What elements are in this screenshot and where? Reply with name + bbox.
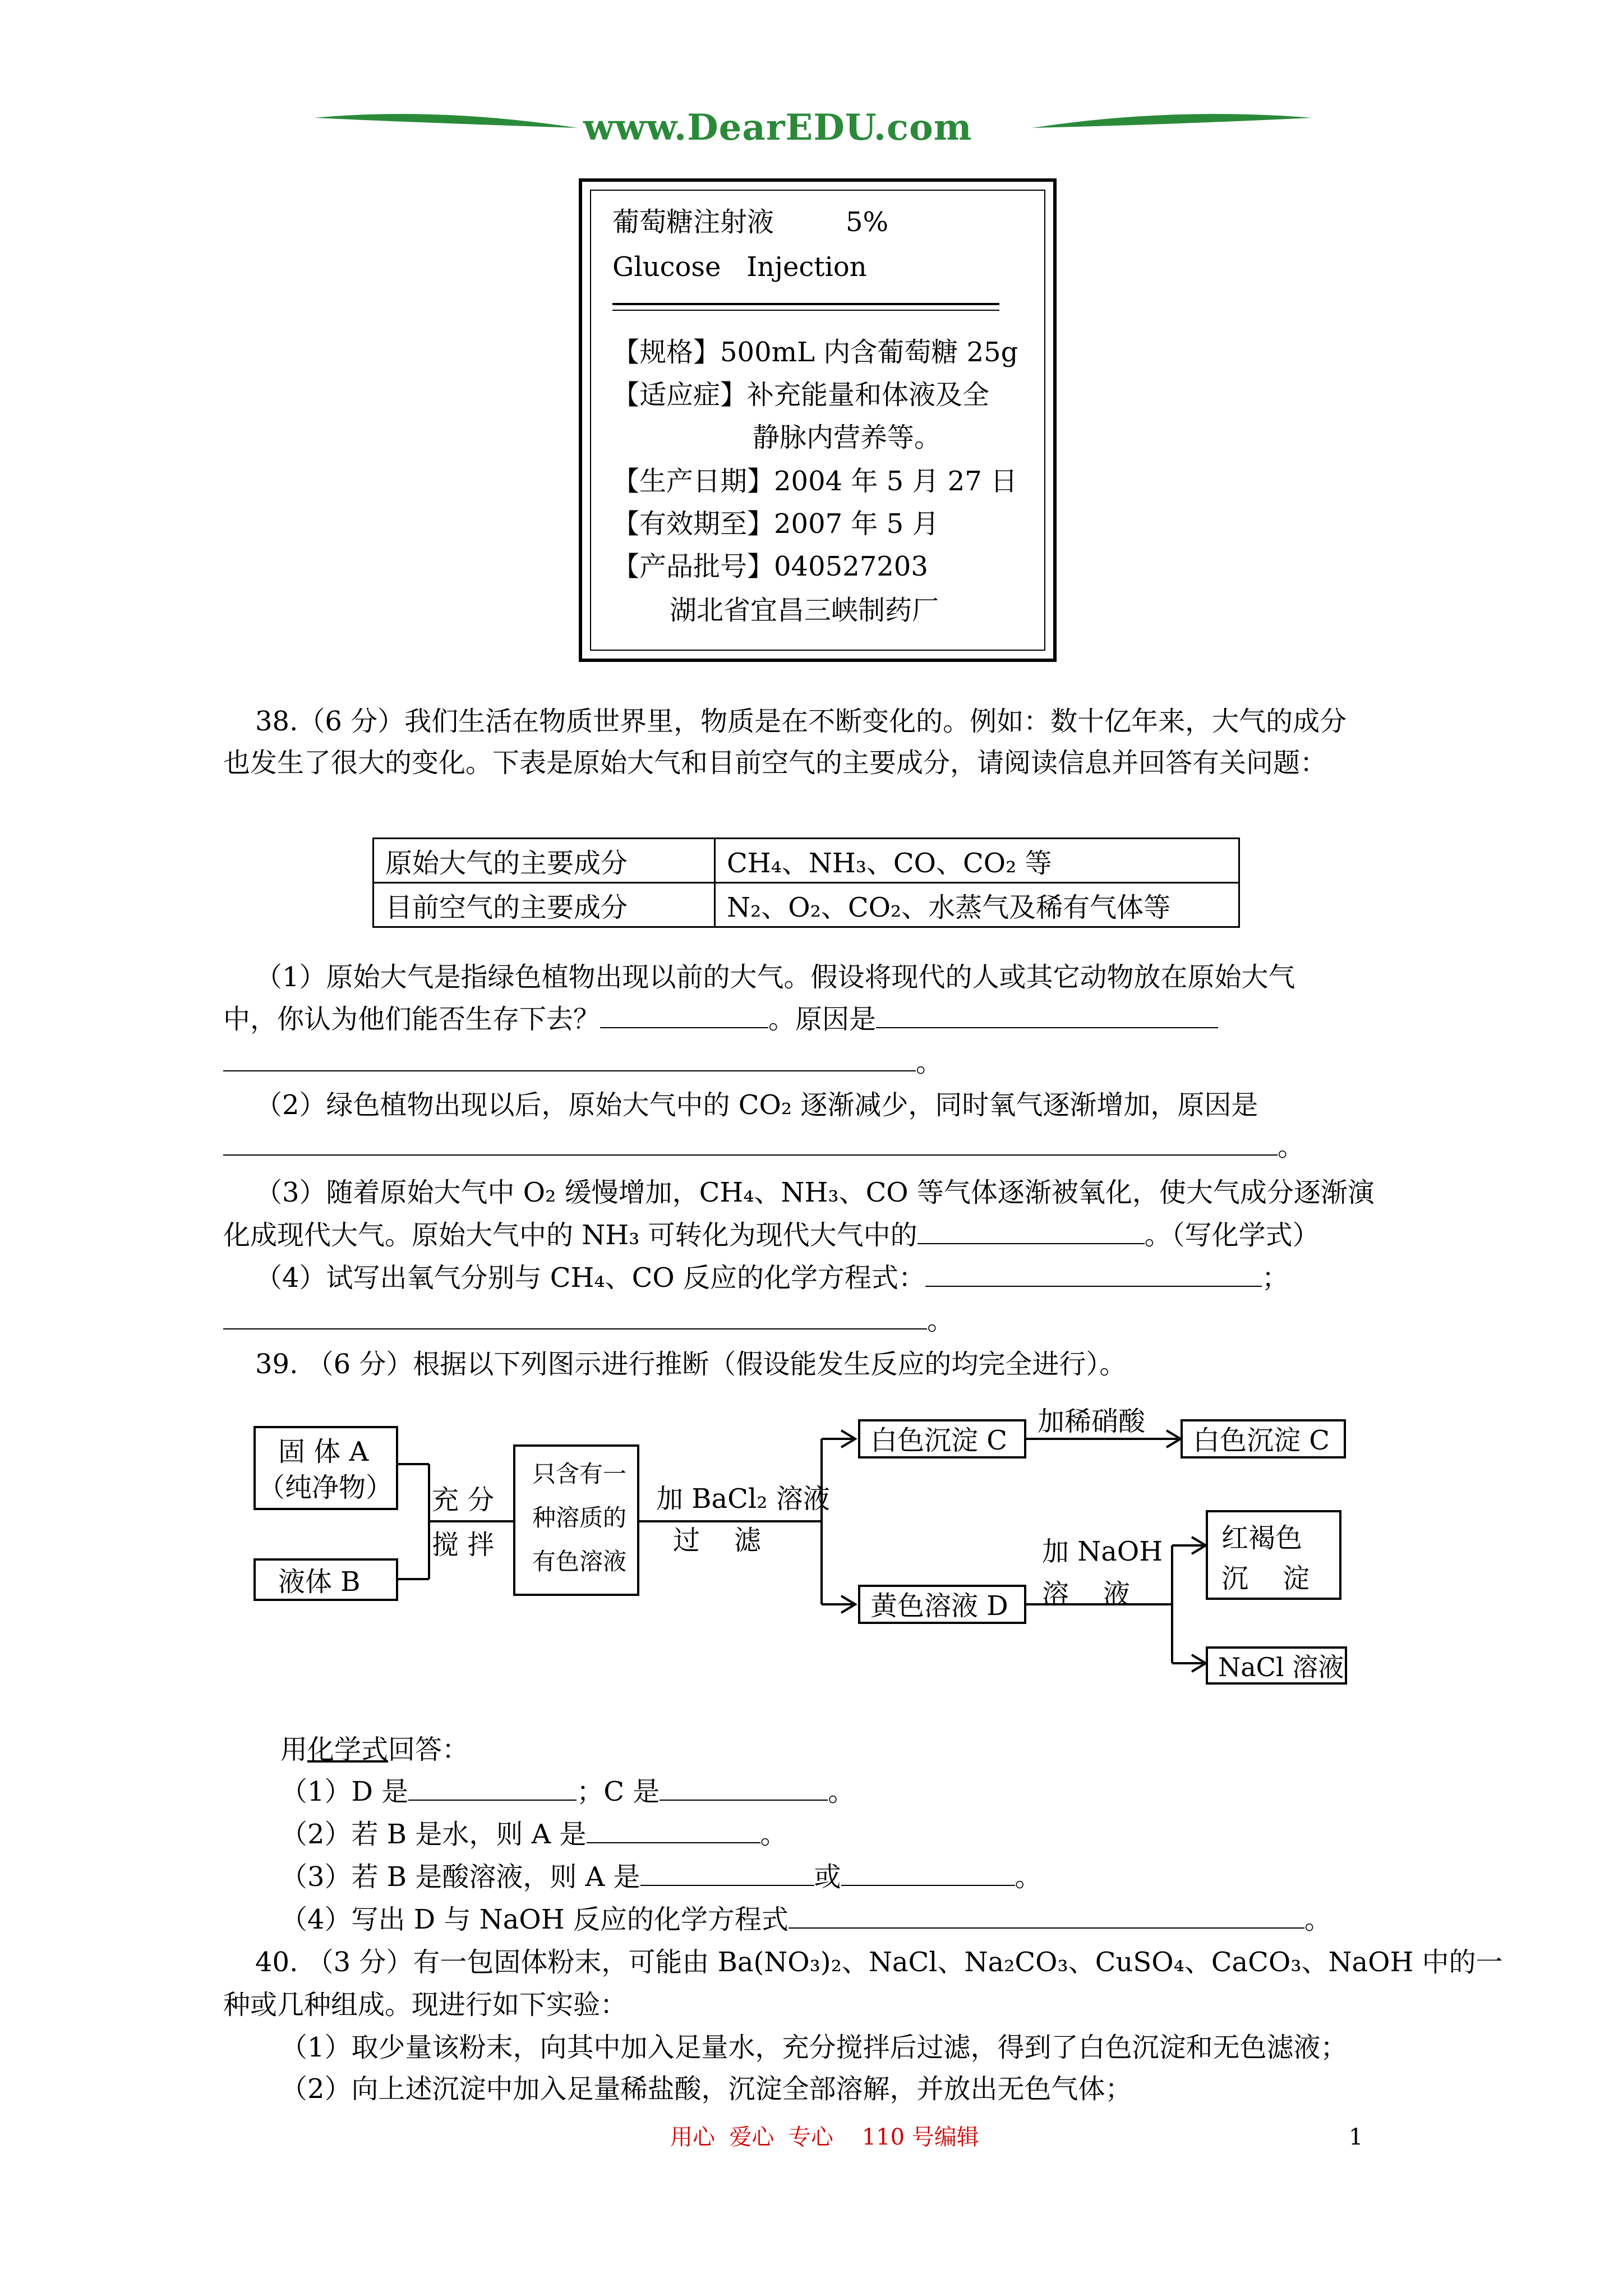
q38-p4-text: （4）试写出氧气分别与 CH₄、CO 反应的化学方程式：	[255, 1262, 925, 1294]
answer-blank[interactable]	[408, 1779, 577, 1801]
page-number: 1	[1349, 2124, 1363, 2150]
q38-p2-line1: （2）绿色植物出现以后，原始大气中的 CO₂ 逐渐减少，同时氧气逐渐增加，原因是	[255, 1089, 1258, 1121]
nacl-solution-label: NaCl 溶液	[1218, 1652, 1344, 1682]
q38-p3-text2: 。（写化学式）	[1144, 1220, 1320, 1251]
label-indication-2: 静脉内营养等。	[753, 422, 942, 453]
q39-answer-intro	[280, 1736, 469, 1763]
q40-intro-line1: 40. （3 分）有一包固体粉末，可能由 Ba(NO₃)₂、NaCl、Na₂CO₃、CuSO₄、CaCO₃、NaOH 中的一	[255, 1947, 1503, 1978]
answer-blank[interactable]	[789, 1907, 1304, 1929]
answer-blank[interactable]	[587, 1822, 760, 1843]
a4-text: （4）写出 D 与 NaOH 反应的化学方程式	[280, 1904, 789, 1935]
q39-intro: 39. （6 分）根据以下列图示进行推断（假设能发生反应的均完全进行）。	[255, 1349, 1127, 1380]
a2-end: 。	[760, 1819, 787, 1850]
box-red-brown-ppt	[1206, 1510, 1341, 1600]
yellow-solution-label: 黄色溶液 D	[870, 1590, 1008, 1622]
add-hno3-label: 加稀硝酸	[1038, 1406, 1146, 1437]
a2-text: （2）若 B 是水，则 A 是	[280, 1819, 587, 1850]
q39-a4	[280, 1906, 1331, 1933]
a4-end: 。	[1304, 1904, 1331, 1935]
add-naoh-label-1: 加 NaOH	[1042, 1536, 1163, 1567]
solid-a-line1: 固 体 A	[278, 1436, 369, 1467]
solution-line3: 有色溶液	[532, 1548, 627, 1575]
label-manufacturer: 湖北省宜昌三峡制药厂	[670, 595, 939, 626]
site-logo-text: www.DearEDU.com	[583, 107, 972, 149]
q38-p1-text: 中，你认为他们能否生存下去？	[223, 1004, 601, 1035]
label-batch: 【产品批号】040527203	[612, 551, 928, 582]
q38-p4-sep: ；	[1261, 1262, 1289, 1294]
label-concentration: 5%	[846, 206, 889, 238]
q38-p4-end: 。	[927, 1305, 955, 1336]
label-spec: 【规格】500mL 内含葡萄糖 25g	[612, 337, 1018, 368]
answer-blank[interactable]	[640, 1865, 814, 1886]
q38-p1-text2: 。原因是	[768, 1004, 877, 1035]
q38-p3-line1: （3）随着原始大气中 O₂ 缓慢增加，CH₄、NH₃、CO 等气体逐渐被氧化，使大气成分逐渐演	[255, 1177, 1375, 1208]
a1-text: （1）D 是	[280, 1776, 409, 1807]
a3-or: 或	[814, 1861, 841, 1893]
q38-p3-text: 化成现代大气。原始大气中的 NH₃ 可转化为现代大气中的	[223, 1220, 917, 1251]
a1-end: 。	[828, 1776, 855, 1807]
a3-end: 。	[1015, 1861, 1042, 1893]
q39-a1	[280, 1778, 855, 1805]
label-production-date: 【生产日期】2004 年 5 月 27 日	[612, 466, 1018, 497]
box-colored-solution	[513, 1444, 639, 1596]
filter-label: 过 滤	[673, 1525, 762, 1556]
q38-intro-line2: 也发生了很大的变化。下表是原始大气和目前空气的主要成分，请阅读信息并回答有关问题：	[223, 747, 1327, 779]
table-cell-value: CH₄、NH₃、CO、CO₂ 等	[715, 839, 1239, 883]
q40-intro-line2: 种或几种组成。现进行如下实验：	[223, 1989, 628, 2021]
red-brown-line2: 沉 淀	[1221, 1563, 1310, 1594]
answer-intro-suffix: 回答：	[388, 1734, 469, 1765]
a3-text: （3）若 B 是酸溶液，则 A 是	[280, 1861, 640, 1893]
q38-p2-end: 。	[1278, 1131, 1305, 1162]
answer-blank[interactable]	[660, 1779, 828, 1801]
label-title-cn: 葡萄糖注射液	[612, 206, 774, 238]
q38-intro-line1: 38.（6 分）我们生活在物质世界里，物质是在不断变化的。例如：数十亿年来，大气的成分	[255, 706, 1347, 737]
white-ppt-label: 白色沉淀 C	[870, 1425, 1007, 1456]
solid-a-line2: （纯净物）	[258, 1472, 393, 1503]
box-solid-a	[253, 1426, 398, 1510]
table-cell-label: 目前空气的主要成分	[374, 883, 715, 927]
box-nacl-solution	[1206, 1646, 1347, 1685]
answer-intro-underlined: 化学式	[307, 1734, 389, 1765]
solution-line2: 种溶质的	[532, 1504, 627, 1531]
q38-p1-end: 。	[916, 1047, 943, 1078]
label-title-en: Glucose Injection	[612, 251, 867, 283]
box-yellow-solution-d	[858, 1585, 1026, 1624]
label-expiry: 【有效期至】2007 年 5 月	[612, 508, 939, 540]
solution-line1: 只含有一	[532, 1460, 627, 1488]
add-naoh-label-2: 溶 液	[1042, 1579, 1131, 1610]
q39-a2	[280, 1821, 787, 1848]
answer-intro-prefix: 用	[280, 1734, 308, 1765]
q40-step1: （1）取少量该粉末，向其中加入足量水，充分搅拌后过滤，得到了白色沉淀和无色滤液；	[280, 2032, 1348, 2063]
box-liquid-b	[253, 1558, 398, 1601]
red-brown-line1: 红褐色	[1221, 1522, 1303, 1554]
box-white-ppt-c-2	[1181, 1419, 1346, 1458]
white-ppt-label-2: 白色沉淀 C	[1193, 1425, 1330, 1456]
a1-text2: ；C 是	[577, 1776, 660, 1807]
add-bacl2-label: 加 BaCl₂ 溶液	[656, 1483, 830, 1515]
box-white-ppt-c	[858, 1419, 1026, 1458]
liquid-b-label: 液体 B	[278, 1566, 361, 1598]
answer-blank[interactable]	[841, 1865, 1015, 1886]
q40-step2: （2）向上述沉淀中加入足量稀盐酸，沉淀全部溶解，并放出无色气体；	[280, 2073, 1132, 2105]
footer-text: 用心 爱心 专心 110 号编辑	[670, 2124, 979, 2150]
stir-label-1: 充 分	[432, 1484, 495, 1516]
label-indication-1: 【适应症】补充能量和体液及全	[612, 379, 990, 411]
table-cell-label: 原始大气的主要成分	[374, 839, 715, 883]
q38-p1-line1: （1）原始大气是指绿色植物出现以前的大气。假设将现代的人或其它动物放在原始大气	[255, 961, 1295, 993]
q39-a3	[280, 1861, 1042, 1893]
table-cell-value: N₂、O₂、CO₂、水蒸气及稀有气体等	[715, 883, 1239, 927]
stir-label-2: 搅 拌	[432, 1529, 495, 1561]
